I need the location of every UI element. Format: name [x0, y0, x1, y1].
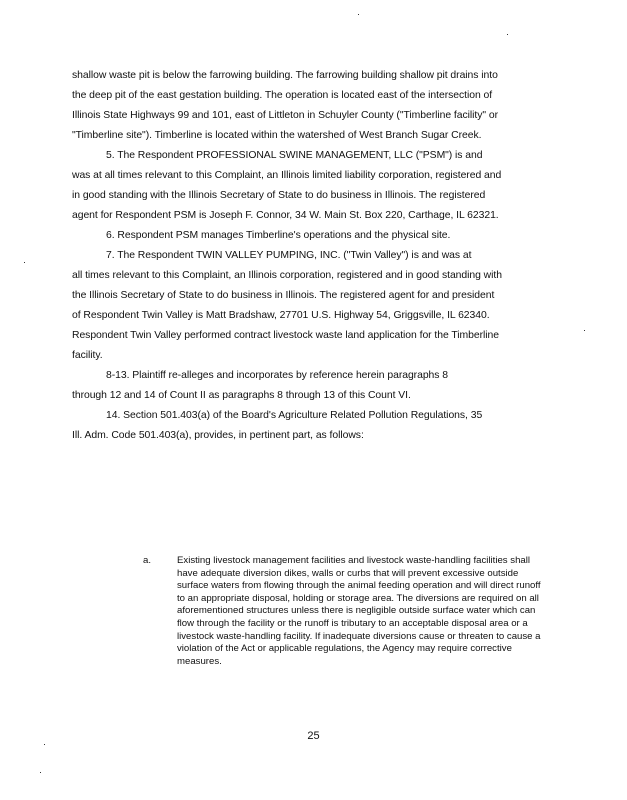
scan-speck: [358, 14, 359, 15]
paragraph-7-start: 7. The Respondent TWIN VALLEY PUMPING, INC. ("Twin Valley") is and was at: [106, 250, 472, 261]
scan-speck: [507, 34, 508, 35]
page-number: 25: [307, 730, 320, 742]
body-line: facility.: [72, 350, 103, 361]
body-line: the Illinois Secretary of State to do business in Illinois. The registered agent for and president: [72, 290, 495, 301]
paragraph-8-13-start: 8-13. Plaintiff re-alleges and incorporates by reference herein paragraphs 8: [106, 370, 448, 381]
body-line: agent for Respondent PSM is Joseph F. Connor, 34 W. Main St. Box 220, Carthage, IL 62321.: [72, 210, 499, 221]
scan-speck: [584, 330, 585, 331]
body-line: was at all times relevant to this Complaint, an Illinois limited liability corporation, registered and: [72, 170, 502, 181]
body-line: in good standing with the Illinois Secretary of State to do business in Illinois. The registered: [72, 190, 486, 201]
document-body: [72, 66, 550, 446]
body-line: of Respondent Twin Valley is Matt Bradshaw, 27701 U.S. Highway 54, Griggsville, IL 62340.: [72, 310, 490, 321]
body-line: Illinois State Highways 99 and 101, east of Littleton in Schuyler County ("Timberline facility" or: [72, 110, 499, 121]
body-line: Respondent Twin Valley performed contract livestock waste land application for the Timberline: [72, 330, 499, 341]
body-line: all times relevant to this Complaint, an Illinois corporation, registered and in good standing with: [72, 270, 502, 281]
quoted-regulation-text: Existing livestock management facilities and livestock waste-handling facilities shall have adequate diversion dikes, walls or curbs that will prevent excessive outside surface waters from flowing through the animal feeding operation and will direct runoff to an appropriate disposal, holding or storage area. The diversions are required on all aforementioned structures unless there is negligible outside surface water which can flow through the facility or the runoff is tributary to an acceptable disposal area or a livestock waste-handling facility. If inadequate diversions cause or threaten to cause a violation of the Act or applicable regulations, the Agency may require corrective measures.: [177, 555, 541, 667]
body-line: "Timberline site"). Timberline is located within the watershed of West Branch Sugar Creek.: [72, 130, 482, 141]
scan-speck: [40, 772, 41, 773]
body-line: the deep pit of the east gestation building. The operation is located east of the intersection of: [72, 90, 493, 101]
body-line: through 12 and 14 of Count II as paragraphs 8 through 13 of this Count VI.: [72, 390, 411, 401]
paragraph-6: 6. Respondent PSM manages Timberline's operations and the physical site.: [106, 230, 451, 241]
body-line: shallow waste pit is below the farrowing building. The farrowing building shallow pit drains into: [72, 70, 498, 81]
subitem-letter: a.: [143, 555, 152, 566]
paragraph-14-start: 14. Section 501.403(a) of the Board's Agriculture Related Pollution Regulations, 35: [106, 410, 483, 421]
body-line: Ill. Adm. Code 501.403(a), provides, in pertinent part, as follows:: [72, 430, 364, 441]
scan-speck: [24, 262, 25, 263]
paragraph-5-start: 5. The Respondent PROFESSIONAL SWINE MANAGEMENT, LLC ("PSM") is and: [106, 150, 483, 161]
scan-speck: [44, 744, 45, 745]
